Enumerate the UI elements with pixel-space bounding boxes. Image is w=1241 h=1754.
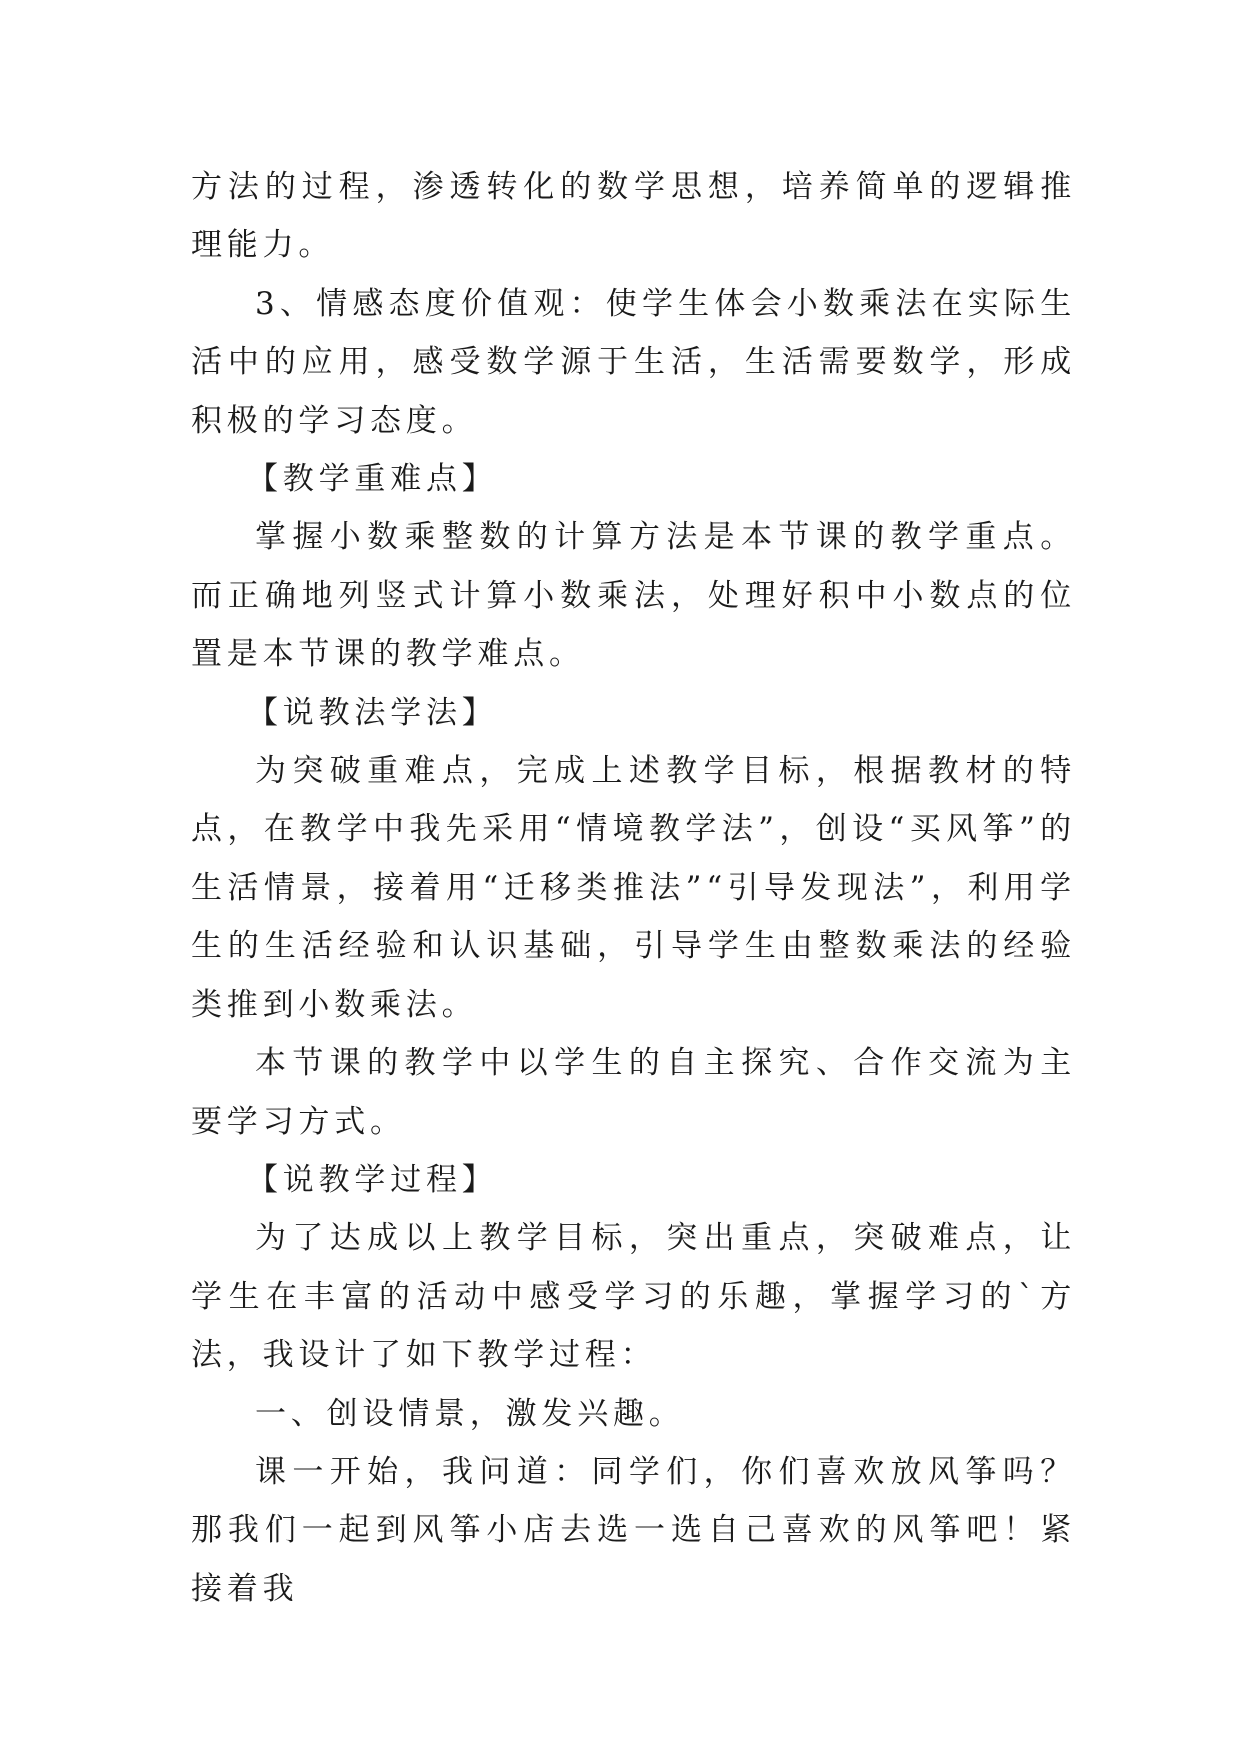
section-heading-teaching-methods: 【说教法学法】 — [247, 694, 498, 731]
paragraph-step-one: 一、创设情景，激发兴趣。 — [255, 1395, 685, 1432]
paragraph-process-intro: 为了达成以上教学目标，突出重点，突破难点，让学生在丰富的活动中感受学习的乐趣，掌握学习的`方法，我设计了如下教学过程： — [191, 1220, 1076, 1374]
paragraph-learning-style: 本节课的教学中以学生的自主探究、合作交流为主要学习方式。 — [191, 1045, 1076, 1140]
paragraph-teaching-methods: 为突破重难点，完成上述教学目标，根据教材的特点，在教学中我先采用“情境教学法”，创设“买风筝”的生活情景，接着用“迁移类推法”“引导发现法”，利用学生的生活经验和认识基础，引导学生由整数乘法的经验类推到小数乘法。 — [191, 753, 1076, 1023]
paragraph-emotion-attitude: 3、情感态度价值观：使学生体会小数乘法在实际生活中的应用，感受数学源于生活，生活需要数学，形成积极的学习态度。 — [191, 285, 1076, 439]
section-heading-teaching-process: 【说教学过程】 — [247, 1161, 498, 1198]
document-body — [191, 158, 1076, 1618]
paragraph-kite-scenario: 课一开始，我问道：同学们，你们喜欢放风筝吗？那我们一起到风筝小店去选一选自己喜欢的风筝吧！紧接着我 — [191, 1453, 1076, 1607]
paragraph-method-process: 方法的过程，渗透转化的数学思想，培养简单的逻辑推理能力。 — [191, 169, 1076, 264]
section-heading-key-difficult-points: 【教学重难点】 — [247, 461, 498, 498]
paragraph-key-difficult-points: 掌握小数乘整数的计算方法是本节课的教学重点。而正确地列竖式计算小数乘法，处理好积中小数点的位置是本节课的教学难点。 — [191, 519, 1076, 673]
